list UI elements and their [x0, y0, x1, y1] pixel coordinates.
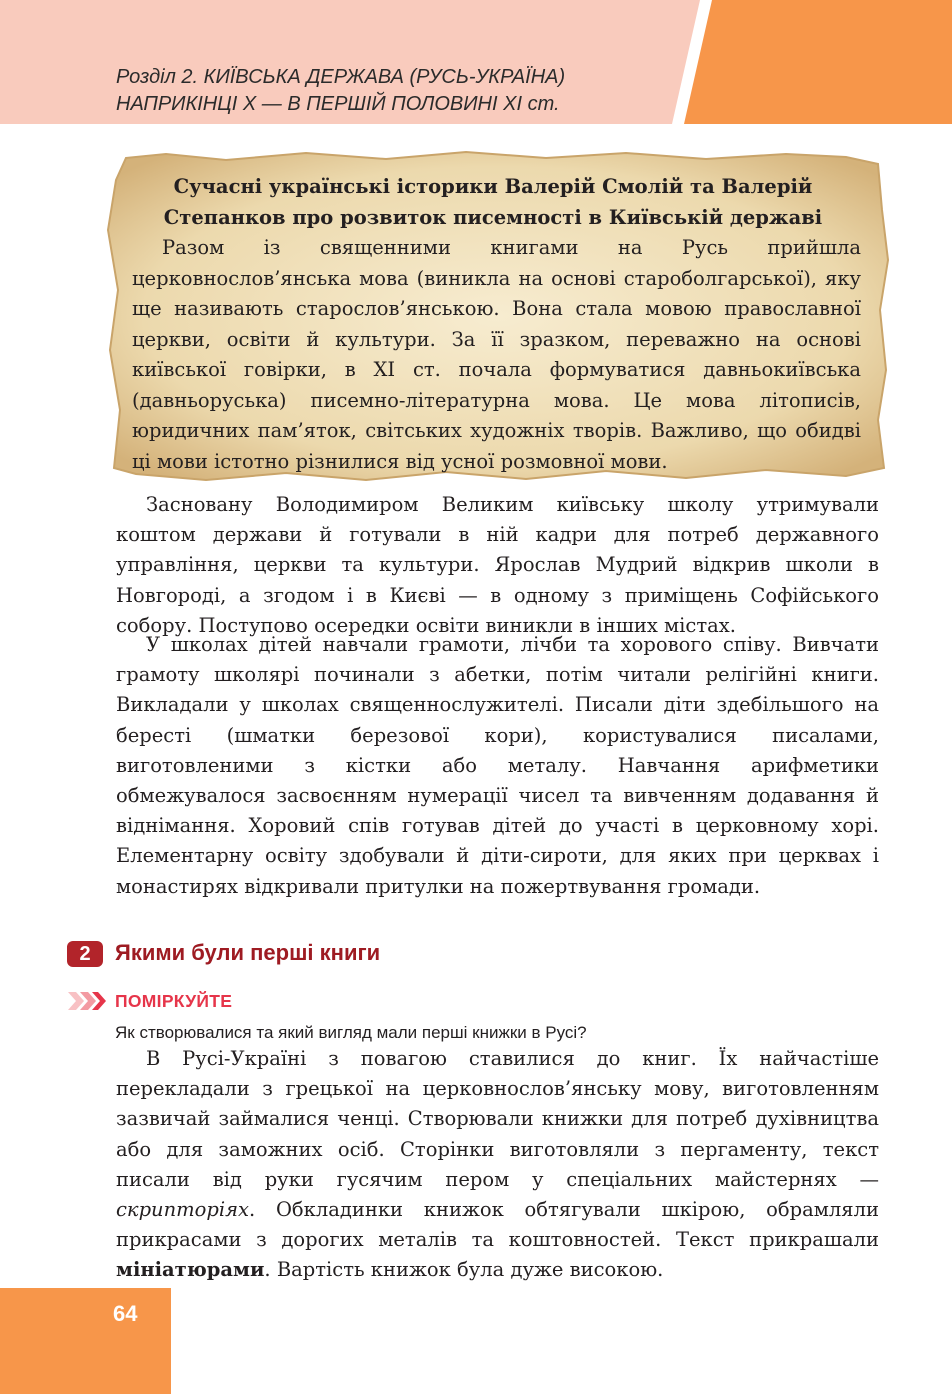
think-question: Як створювалися та який вигляд мали перші книжки в Русі?	[115, 1023, 587, 1042]
page-number-box	[0, 1288, 171, 1394]
think-label: ПОМІРКУЙТЕ	[115, 991, 233, 1011]
paragraph-schools: Засновану Володимиром Великим київську школу утримували коштом держави й готували в ній кадри для потреб державного управління, церкви та культури. Ярослав Мудрий відкрив школи в Новгороді, а згодом і в Києві — в одному з приміщень Софійського собору. Поступово осередки освіти виникли в інших містах.	[116, 493, 879, 637]
books-text-part2: . Обкладинки книжок обтягували шкірою, обрамляли прикрасами з дорогих металів та коштовностей. Текст прикрашали	[116, 1198, 879, 1252]
chapter-header	[116, 64, 565, 118]
paragraph-education: У школах дітей навчали грамоти, лічби та хорового співу. Вивчати грамоту школярі починали з абетки, потім читали релігійні книги. Викладали у школах священнослужителі. Писали діти здебільшого на бересті (шматки березової кори), користувалися писалами, виготовленими з кістки або металу. Навчання арифметики обмежувалося засвоєнням нумерації чисел та вивченням додавання й віднімання. Хоровий спів готував дітей до участі в церковному хорі. Елементарну освіту здобували й діти-сироти, для яких при церквах і монастирях відкривали притулки на пожертвування громади.	[116, 633, 879, 898]
source-text: Разом із священними книгами на Русь прийшла церковнослов’янська мова (виникла на основі староболгарської), яку ще називають старослов’янською. Вона стала мовою православної церкви, освіти й культури. За її зразком, переважно на основі київської говірки, в ХІ ст. почала формуватися давньокиївська (давньоруська) писемно-літературна мова. Це мова літописів, юридичних пам’яток, світських художніх творів. Важливо, що обидві ці мови істотно різнилися від усної розмовної мови.	[132, 236, 861, 473]
term-miniatures: мініатюрами	[116, 1258, 265, 1282]
chapter-header-line2: НАПРИКІНЦІ Х — В ПЕРШІЙ ПОЛОВИНІ ХІ ст.	[116, 93, 560, 115]
paragraph-books	[116, 1044, 879, 1286]
chapter-header-line1: Розділ 2. КИЇВСЬКА ДЕРЖАВА (РУСЬ-УКРАЇНА)	[116, 66, 566, 88]
page-number: 64	[113, 1301, 138, 1326]
books-text-part1: В Русі-Україні з повагою ставилися до книг. Їх найчастіше перекладали з грецької на церковнослов’янську мову, виготовленням зазвичай займалися ченці. Створювали книжки для потреб духівництва або для заможних осіб. Сторінки виготовляли з пергаменту, текст писали від руки гусячим пером у спеціальних майстернях —	[116, 1047, 879, 1191]
think-arrows-icon	[68, 990, 106, 1012]
source-title-line2: Степанков про розвиток писемності в Київській державі	[163, 206, 823, 229]
source-title-line1: Сучасні українські історики Валерій Смолій та Валерій	[173, 175, 813, 198]
section-title: Якими були перші книги	[115, 940, 381, 965]
source-title	[140, 171, 846, 233]
books-text-part3: . Вартість книжок була дуже високою.	[264, 1258, 664, 1282]
term-scriptoria: скрипторіях	[116, 1198, 250, 1222]
section-number-badge: 2	[67, 941, 103, 967]
